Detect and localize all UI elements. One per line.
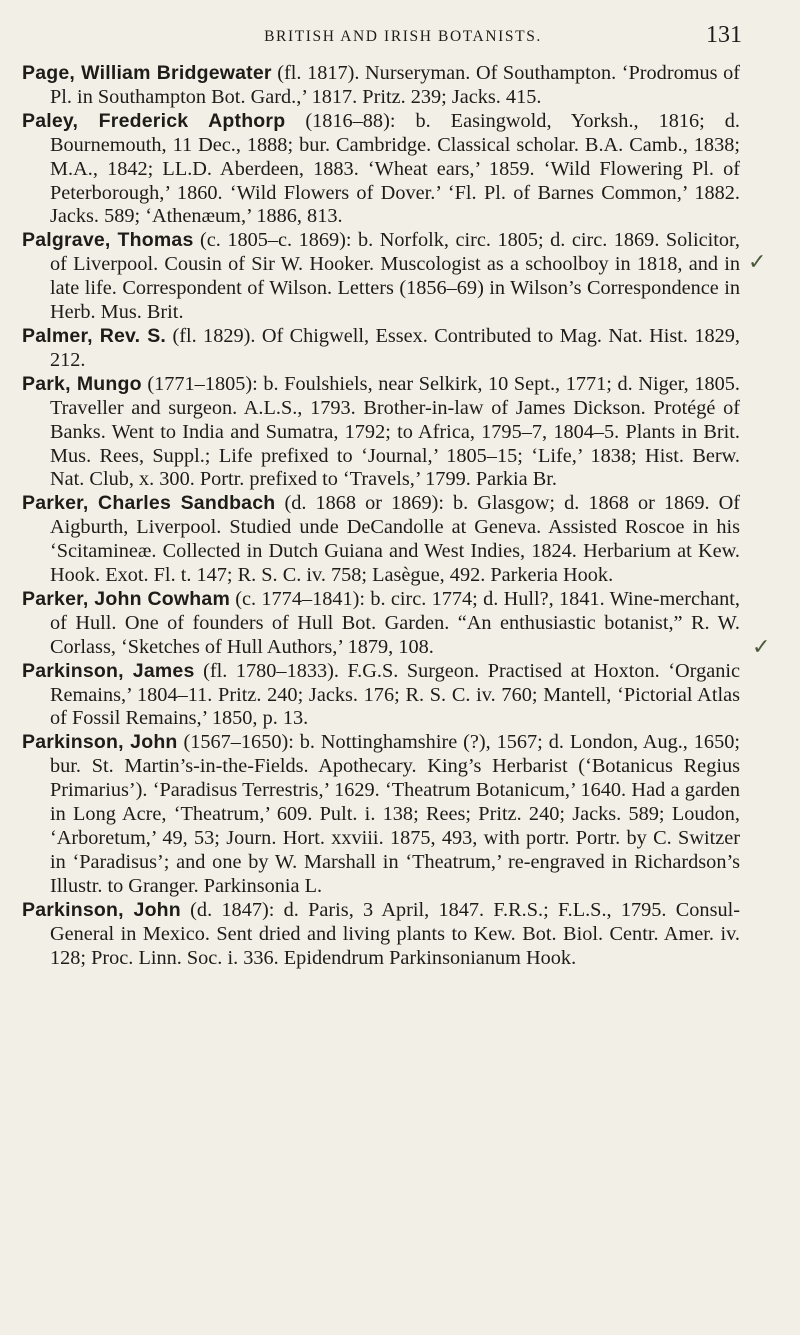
entry-text: (fl. 1780–1833). F.G.S. Surgeon. Practised at Hoxton. ‘Organic Remains,’ 1804–11. Pritz. 240; Jacks. 176; R. S. C. iv. 760; Mantell, ‘Pictorial Atlas of Fossil Remains,’ 1850, p. 13.: [50, 659, 740, 730]
entry-name: Page, William Bridgewater: [22, 62, 272, 84]
entry-name: Palmer, Rev. S.: [22, 324, 167, 347]
entry-text: (d. 1847): d. Paris, 3 April, 1847. F.R.S.; F.L.S., 1795. Consul-General in Mexico. Sent dried and living plants to Kew. Bot. Biol. Centr. Amer. iv. 128; Proc. Linn. Soc. i. 336. Epidendrum Parkinsonianum Hook.: [50, 898, 740, 969]
entry: [22, 660, 740, 732]
entry-name: Parker, John Cowham: [22, 587, 230, 610]
entry: [22, 588, 740, 660]
entry: [22, 110, 740, 230]
entry-name: Parkinson, John: [22, 898, 181, 921]
entry: [22, 899, 740, 971]
entry-text: (fl. 1817). Nurseryman. Of Southampton. ‘Prodromus of Pl. in Southampton Bot. Gard.,’ 1817. Pritz. 239; Jacks. 415.: [50, 62, 741, 108]
margin-check-mark: ✓: [748, 250, 767, 275]
entry-text: (1771–1805): b. Foulshiels, near Selkirk, 10 Sept., 1771; d. Niger, 1805. Traveller and surgeon. A.L.S., 1793. Brother-in-law of James Dickson. Protégé of Banks. Went to India and Sumatra, 1792; to Africa, 1795–7, 1804–5. Plants in Brit. Mus. Rees, Suppl.; Life prefixed to ‘Journal,’ 1805–15; ‘Life,’ 1838; Hist. Berw. Nat. Club, x. 300. Portr. prefixed to ‘Travels,’ 1799. Parkia Br.: [50, 372, 740, 491]
entry-name: Palgrave, Thomas: [22, 229, 194, 252]
entry-text: (fl. 1829). Of Chigwell, Essex. Contributed to Mag. Nat. Hist. 1829, 212.: [50, 324, 740, 371]
page-number: 131: [706, 22, 742, 48]
entry-name: Park, Mungo: [22, 372, 142, 395]
entry: [22, 373, 740, 493]
entry-name: Parker, Charles Sandbach: [22, 492, 276, 515]
entry-name: Paley, Frederick Apthorp: [22, 109, 286, 132]
entry-text: (c. 1774–1841): b. circ. 1774; d. Hull?, 1841. Wine-merchant, of Hull. One of founders of Hull Bot. Garden. “An enthusiastic botanist,” R. W. Corlass, ‘Sketches of Hull Authors,’ 1879, 108.: [50, 587, 740, 658]
margin-check-mark: ✓: [752, 635, 771, 660]
entry-name: Parkinson, James: [22, 659, 195, 682]
entry: [22, 62, 740, 110]
running-head: BRITISH AND IRISH BOTANISTS.: [264, 28, 542, 45]
entry-list: [22, 62, 740, 970]
entry-text: (1816–88): b. Easingwold, Yorksh., 1816; d. Bournemouth, 11 Dec., 1888; bur. Cambridge. Classical scholar. B.A. Camb., 1838; M.A., 1842; LL.D. Aberdeen, 1883. ‘Wheat ears,’ 1859. ‘Wild Flowering Pl. of Peterborough,’ 1860. ‘Wild Flowers of Dover.’ ‘Fl. Pl. of Barnes Common,’ 1882. Jacks. 589; ‘Athenæum,’ 1886, 813.: [50, 109, 741, 228]
entry: [22, 731, 740, 898]
entry: [22, 492, 740, 588]
entry: [22, 325, 740, 373]
entry-name: Parkinson, John: [22, 731, 178, 754]
entry-text: (1567–1650): b. Nottinghamshire (?), 1567; d. London, Aug., 1650; bur. St. Martin’s-in-the-Fields. Apothecary. King’s Herbarist (‘Botanicus Regius Primarius’). ‘Paradisus Terrestris,’ 1629. ‘Theatrum Botanicum,’ 1640. Had a garden in Long Acre, ‘Theatrum,’ 609. Pult. i. 138; Rees; Pritz. 240; Jacks. 589; Loudon, ‘Arboretum,’ 49, 53; Journ. Hort. xxviii. 1875, 493, with portr. Portr. by C. Switzer in ‘Paradisus’; and one by W. Marshall in ‘Theatrum,’ re-engraved in Richardson’s Illustr. to Granger. Parkinsonia L.: [50, 731, 740, 897]
entry: [22, 229, 740, 325]
entry-text: (d. 1868 or 1869): b. Glasgow; d. 1868 or 1869. Of Aigburth, Liverpool. Studied unde DeCandolle at Geneva. Assisted Roscoe in his ‘Scitamineæ. Collected in Dutch Guiana and West Indies, 1824. Herbarium at Kew. Hook. Exot. Fl. t. 147; R. S. C. iv. 758; Lasègue, 492. Parkeria Hook.: [50, 492, 741, 587]
entry-text: (c. 1805–c. 1869): b. Norfolk, circ. 1805; d. circ. 1869. Solicitor, of Liverpool. Cousin of Sir W. Hooker. Muscologist as a schoolboy in 1818, and in late life. Correspondent of Wilson. Letters (1856–69) in Wilson’s Correspondence in Herb. Mus. Brit.: [50, 229, 740, 324]
